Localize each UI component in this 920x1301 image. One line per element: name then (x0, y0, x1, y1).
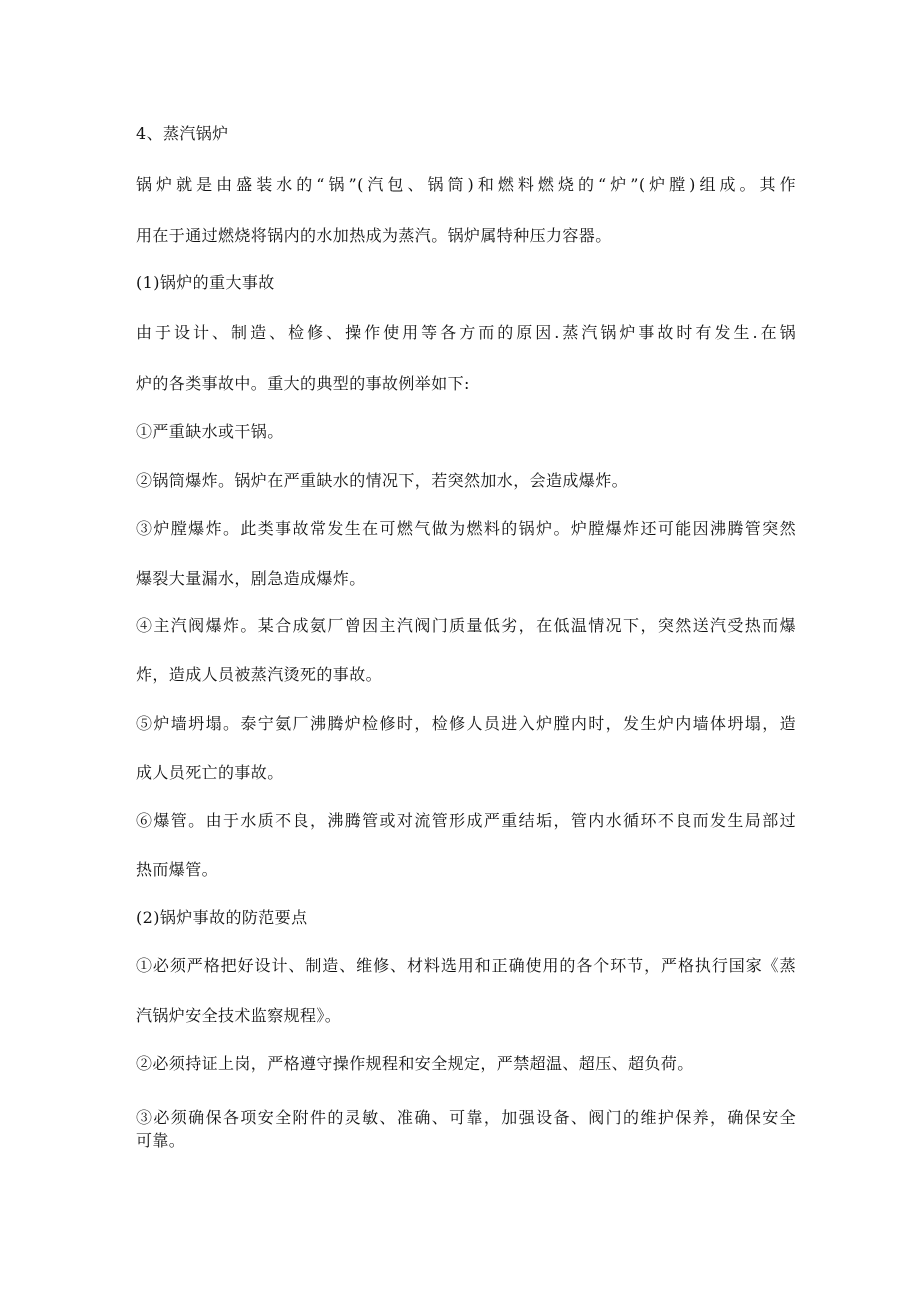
prevention-item-3-line-1: ③必须确保各项安全附件的灵敏、准确、可靠，加强设备、阀门的维护保养，确保安全 (136, 1108, 796, 1127)
accident-item-2: ②锅筒爆炸。锅炉在严重缺水的情况下，若突然加水，会造成爆炸。 (136, 471, 629, 490)
intro-line-2: 用在于通过燃烧将锅内的水加热成为蒸汽。锅炉属特种压力容器。 (136, 226, 612, 245)
part1-heading: (1)锅炉的重大事故 (136, 273, 275, 292)
accident-item-4-line-1: ④主汽阀爆炸。某合成氨厂曾因主汽阀门质量低劣，在低温情况下，突然送汽受热而爆 (136, 616, 796, 635)
accident-item-6-line-1: ⑥爆管。由于水质不良，沸腾管或对流管形成严重结垢，管内水循环不良而发生局部过 (136, 811, 796, 830)
accident-item-4-line-2: 炸，造成人员被蒸汽烫死的事故。 (136, 665, 383, 684)
accident-item-5-line-2: 成人员死亡的事故。 (136, 763, 284, 782)
prevention-item-1-line-2: 汽锅炉安全技术监察规程》。 (136, 1006, 342, 1025)
prevention-item-2: ②必须持证上岗，严格遵守操作规程和安全规定，严禁超温、超压、超负荷。 (136, 1054, 694, 1073)
part2-heading: (2)锅炉事故的防范要点 (136, 908, 308, 927)
accident-item-6-line-2: 热而爆管。 (136, 860, 219, 879)
accident-item-3-line-2: 爆裂大量漏水，剧急造成爆炸。 (136, 569, 366, 588)
intro-line-1: 锅炉就是由盛装水的“锅”(汽包、锅筒)和燃料燃烧的“炉”(炉膛)组成。其作 (136, 175, 796, 194)
accident-item-5-line-1: ⑤炉墙坍塌。泰宁氨厂沸腾炉检修时，检修人员进入炉膛内时，发生炉内墙体坍塌，造 (136, 714, 796, 733)
part1-intro-line-1: 由于设计、制造、检修、操作使用等各方而的原因.蒸汽锅炉事故时有发生.在锅 (136, 323, 796, 342)
accident-item-3-line-1: ③炉膛爆炸。此类事故常发生在可燃气做为燃料的锅炉。炉膛爆炸还可能因沸腾管突然 (136, 519, 796, 538)
prevention-item-1-line-1: ①必须严格把好设计、制造、维修、材料选用和正确使用的各个环节，严格执行国家《蒸 (136, 956, 796, 975)
prevention-item-3-line-2: 可靠。 (136, 1131, 186, 1150)
accident-item-1: ①严重缺水或干锅。 (136, 422, 284, 441)
part1-intro-line-2: 炉的各类事故中。重大的典型的事故例举如下: (136, 374, 470, 393)
section-heading: 4、蒸汽锅炉 (136, 124, 229, 143)
